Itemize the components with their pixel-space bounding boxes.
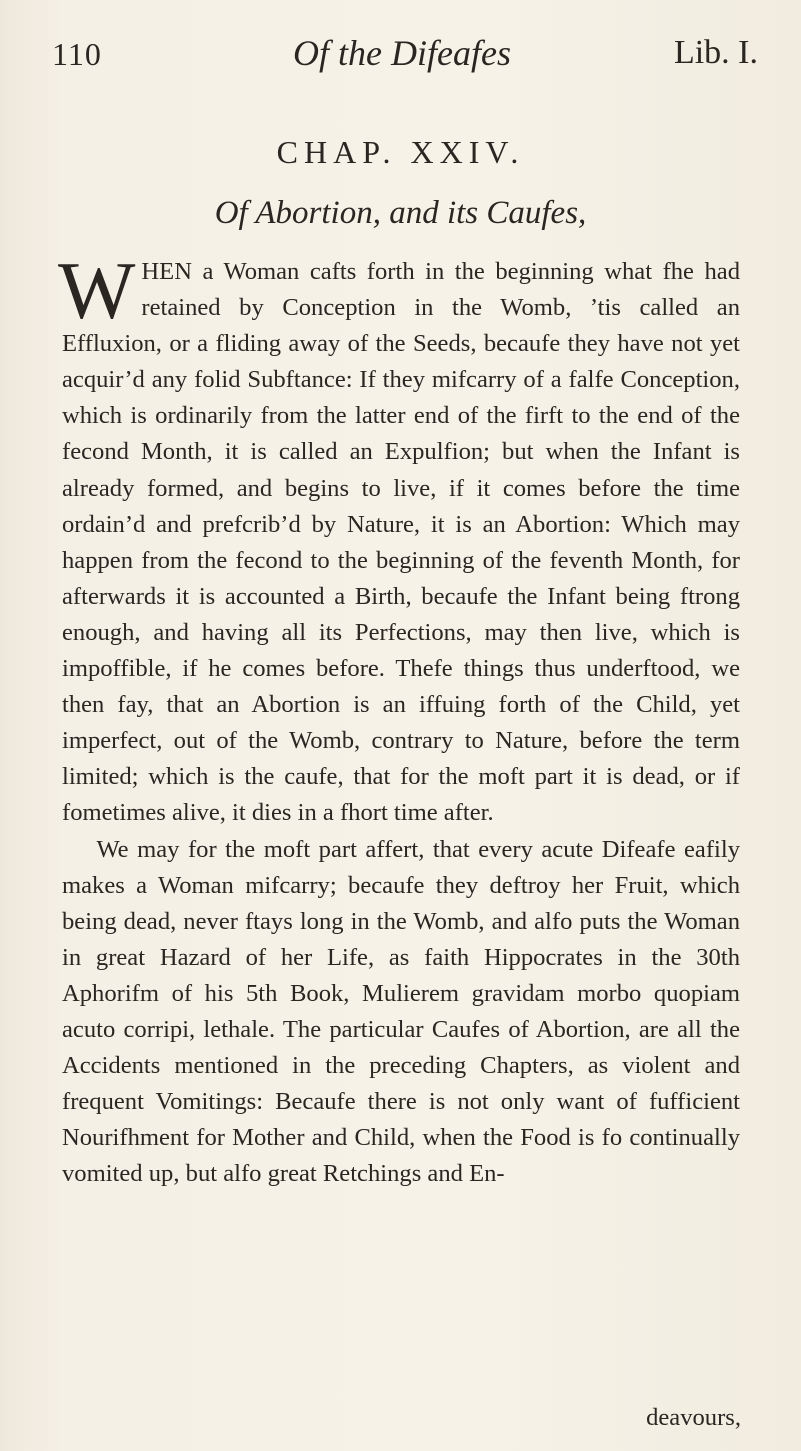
page-number: 110: [52, 36, 102, 72]
paragraph-2: We may for the moft part affert, that every acute Difeafe eafily makes a Woman mifcarry; becaufe they deftroy her Fruit, which being dead, never ftays long in the Womb, and alfo puts the Woman in great Hazard of her Life, as faith Hippocrates in the 30th Aphorifm of his 5th Book, Mulierem gravidam morbo quopiam acuto corripi, lethale. The particular Caufes of Abortion, are all the Accidents mentioned in the preceding Chapters, as violent and frequent Vomitings: Becaufe there is not only want of fufficient Nourifhment for Mother and Child, when the Food is fo continually vomited up, but alfo great Retchings and En-: [62, 835, 740, 1188]
chapter-heading: CHAP. XXIV.: [276, 134, 525, 170]
drop-cap: W: [58, 245, 136, 336]
paragraph-1: [58, 245, 740, 832]
chapter-body: [58, 245, 740, 1192]
running-title: Of the Difeafes: [293, 33, 511, 73]
book-label: Lib. I.: [673, 34, 758, 71]
catchword: deavours,: [646, 1404, 741, 1431]
running-header: [46, 30, 758, 80]
chapter-title: Of Abortion, and its Caufes,: [214, 195, 587, 231]
paragraph-1-text: HEN a Woman cafts forth in the beginning what fhe had retained by Conception in the Womb, ’tis called an Effluxion, or a fliding away of the Seeds, becaufe they have not yet acquir’d any folid Subftance: If they mifcarry of a falfe Conception, which is ordinarily from the latter end of the firft to the end of the fecond Month, it is called an Expulfion; but when the Infant is already formed, and begins to live, if it comes before the time ordain’d and prefcrib’d by Nature, it is an Abortion: Which may happen from the fecond to the beginning of the feventh Month, for afterwards it is accounted a Birth, becaufe the Infant being ftrong enough, and having all its Perfections, may then live, which is impoffible, if he comes before. Thefe things thus underftood, we then fay, that an Abortion is an iffuing forth of the Child, yet imperfect, out of the Womb, contrary to Nature, before the term limited; which is the caufe, that for the moft part it is dead, or if fometimes alive, it dies in a fhort time after.: [62, 258, 740, 827]
